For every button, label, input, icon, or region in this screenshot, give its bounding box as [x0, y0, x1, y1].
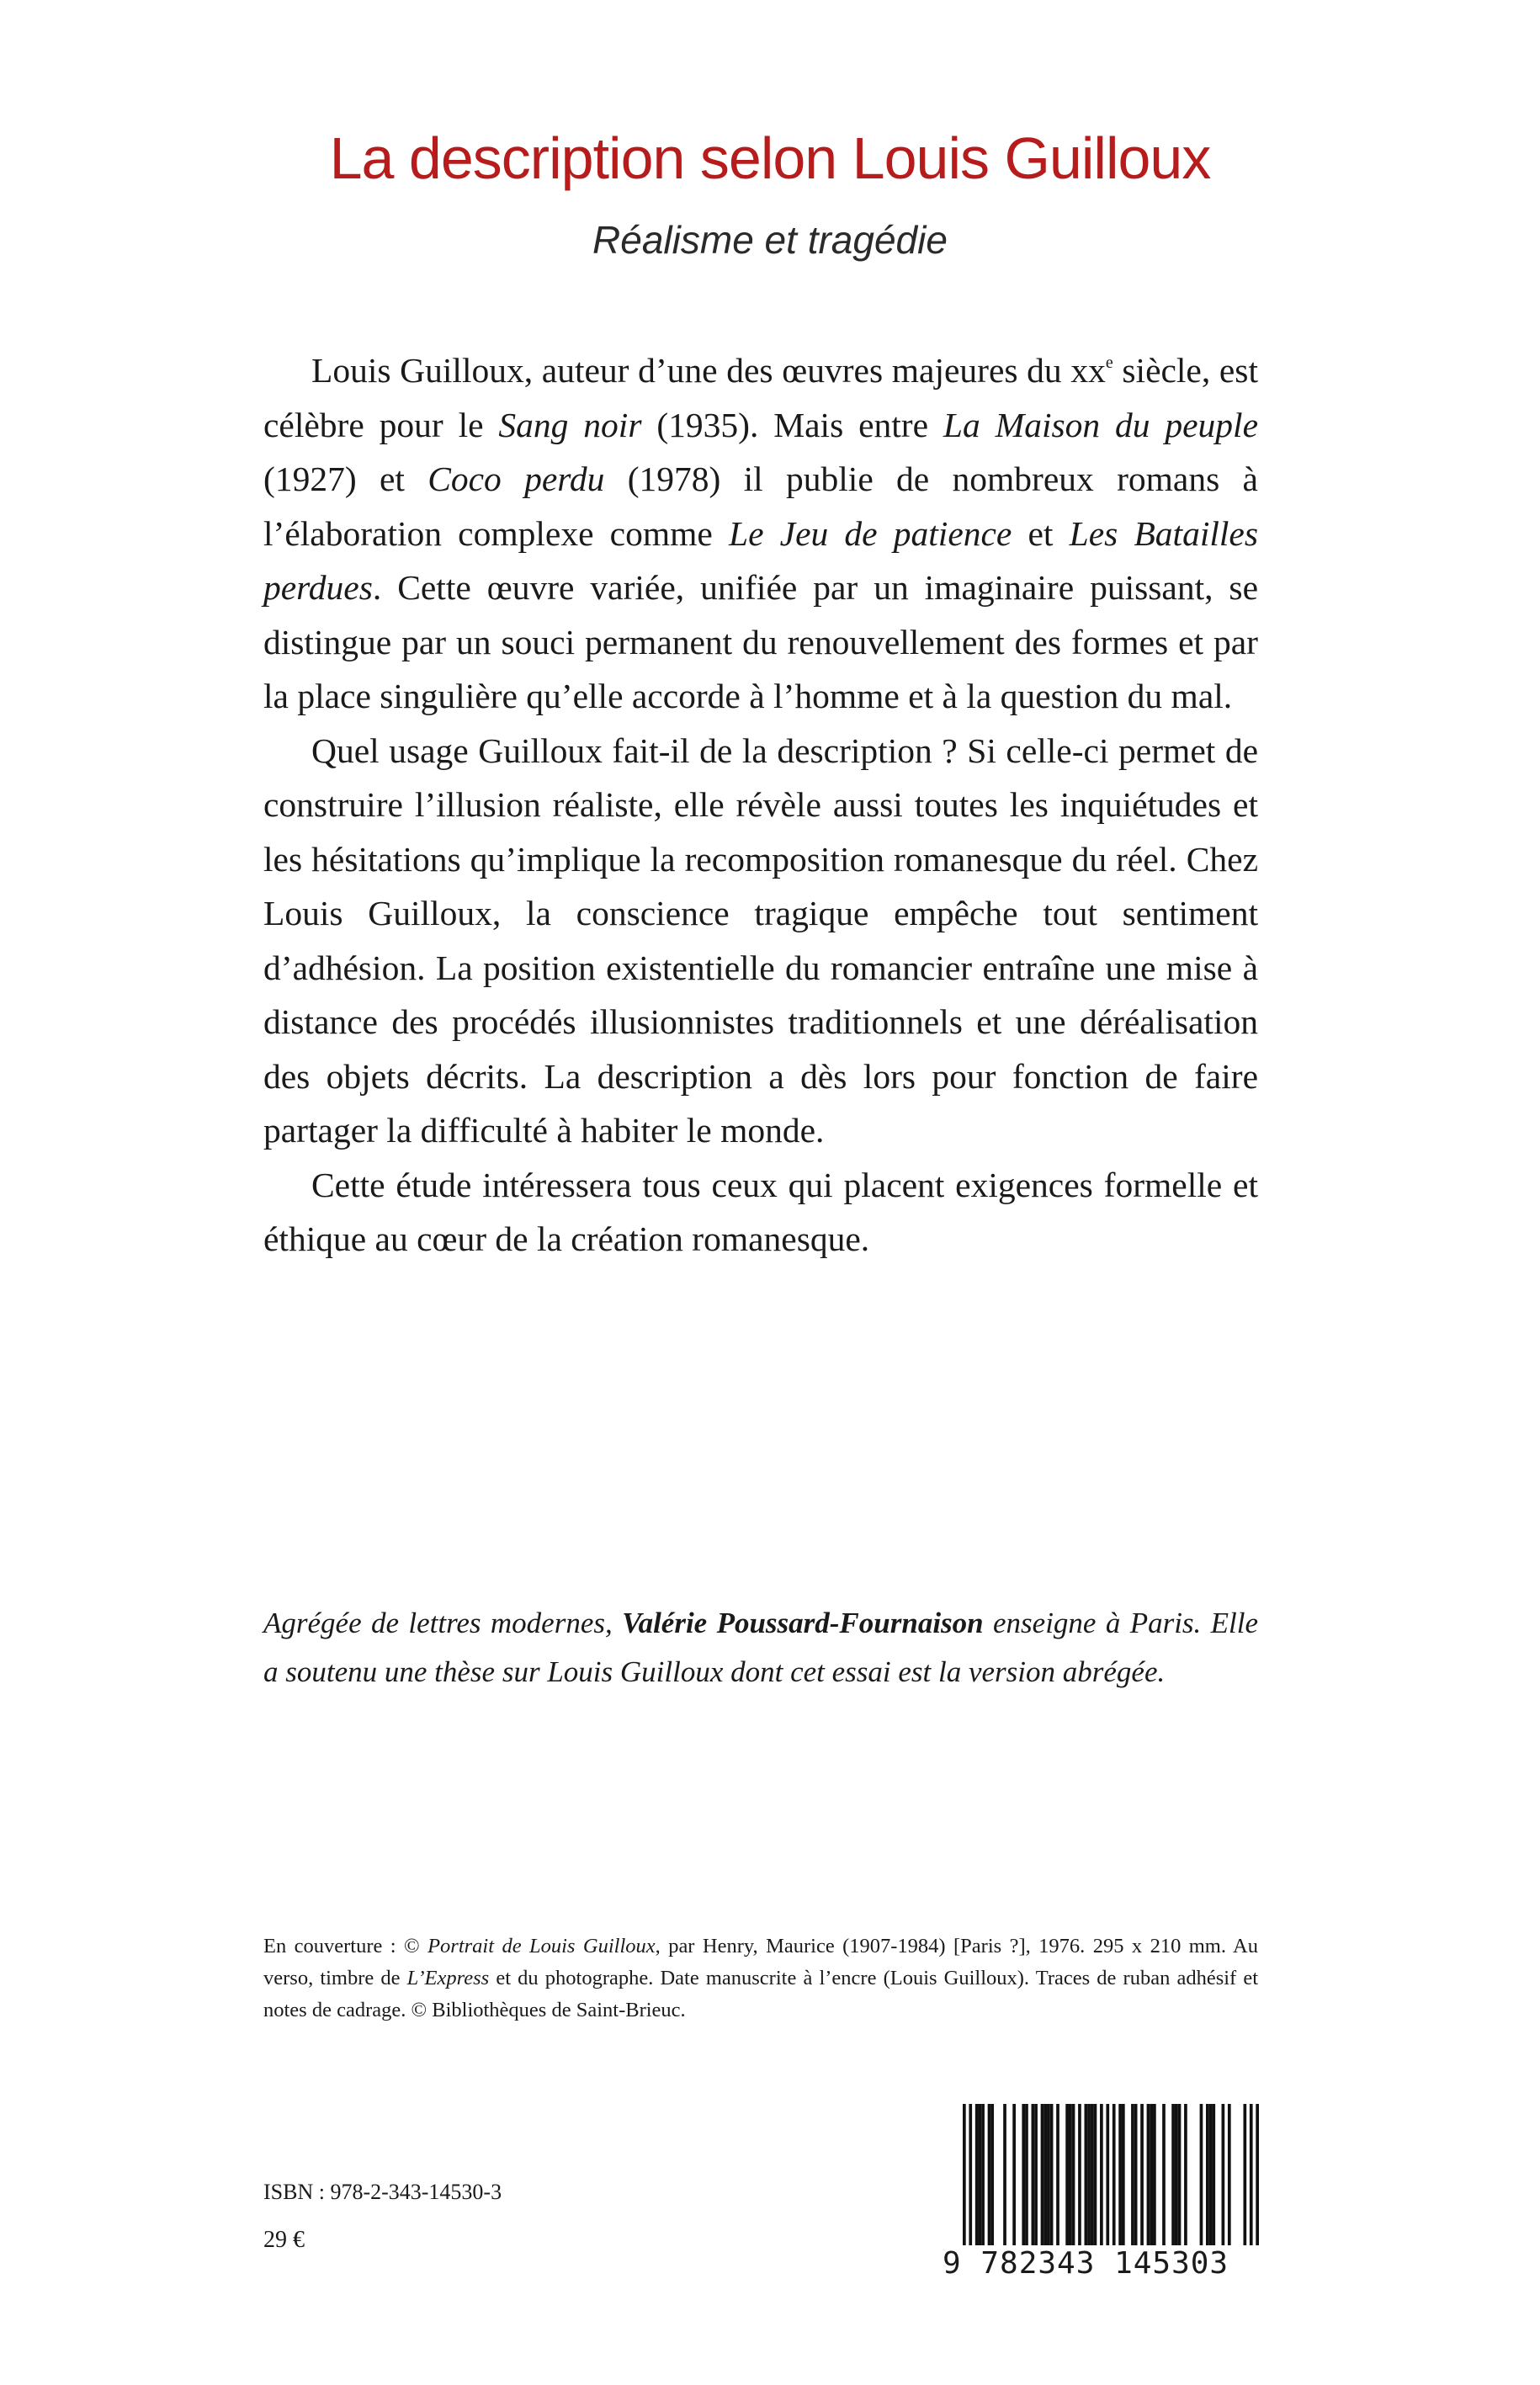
barcode-bar [1150, 2104, 1153, 2245]
barcode-bar [1212, 2104, 1215, 2245]
isbn: ISBN : 978-2-343-14530-3 [263, 2180, 502, 2204]
barcode-bar [1134, 2104, 1138, 2245]
barcode-bar [1078, 2104, 1081, 2245]
author-bio: Agrégée de lettres modernes, Valérie Poussard-Fournaison enseigne à Paris. Elle a soutenu une thèse sur Louis Guilloux dont cet essai est la version abrégée. [263, 1607, 1259, 1688]
barcode-bar [1085, 2104, 1088, 2245]
barcode-bar [1122, 2104, 1125, 2245]
barcode-bar [1113, 2104, 1116, 2245]
barcode-bar [1140, 2104, 1144, 2245]
barcode-bar [1094, 2104, 1097, 2245]
barcode-bar [1209, 2104, 1213, 2245]
barcode-bar [1043, 2104, 1047, 2245]
cover-credits: En couverture : © Portrait de Louis Guilloux, par Henry, Maurice (1907-1984) [Paris ?], 1976. 295 x 210 mm. Au verso, timbre de L’Express et du photographe. Date manuscrite à l’encre (Louis Guilloux). Traces de ruban adhésif et notes de cadrage. © Bibliothèques de Saint-Brieuc. [263, 1935, 1258, 2021]
barcode-bar [1056, 2104, 1059, 2245]
barcode-bar [1243, 2104, 1246, 2245]
barcode-bar [1047, 2104, 1050, 2245]
barcode-bar [988, 2104, 991, 2245]
barcode-bar [1256, 2104, 1259, 2245]
barcode-bar [1034, 2104, 1038, 2245]
barcode-bar [1091, 2104, 1094, 2245]
barcode-bar [1041, 2104, 1044, 2245]
barcode-bar [1171, 2104, 1175, 2245]
barcode-bar [1069, 2104, 1072, 2245]
barcode-bar [1065, 2104, 1069, 2245]
barcode-bar [990, 2104, 994, 2245]
barcode-bar [1072, 2104, 1075, 2245]
barcode-bar [1012, 2104, 1016, 2245]
barcode-bar [1153, 2104, 1156, 2245]
book-title: La description selon Louis Guilloux [329, 125, 1211, 191]
barcode-digits: 9 782343 145303 [943, 2246, 1229, 2281]
barcode-bar [1184, 2104, 1187, 2245]
barcode-bar [963, 2104, 966, 2245]
barcode-bar [1200, 2104, 1203, 2245]
barcode-bar [1222, 2104, 1225, 2245]
barcode-bar [969, 2104, 972, 2245]
summary-text [263, 343, 1258, 1267]
price: 29 € [263, 2227, 305, 2253]
barcode-bar [1100, 2104, 1103, 2245]
barcode-bar [1032, 2104, 1035, 2245]
barcode-bar [1250, 2104, 1253, 2245]
summary-paragraph-3: Cette étude intéressera tous ceux qui placent exigences formelle et éthique au cœur de la création romanesque. [263, 1165, 1258, 1258]
barcode-bar [1178, 2104, 1182, 2245]
barcode-bar [981, 2104, 985, 2245]
barcode-bar [979, 2104, 982, 2245]
barcode-bar [1025, 2104, 1028, 2245]
barcode-bar [1162, 2104, 1166, 2245]
barcode-bar [1003, 2104, 1006, 2245]
barcode-bar [1131, 2104, 1134, 2245]
barcode [943, 2104, 1262, 2282]
barcode-bar [1228, 2104, 1231, 2245]
barcode-bar [1118, 2104, 1122, 2245]
barcode-bar [975, 2104, 979, 2245]
author-name: Valérie Poussard-Fournaison [622, 1607, 984, 1639]
barcode-bar [1050, 2104, 1054, 2245]
barcode-bar [1087, 2104, 1091, 2245]
summary-paragraph-2: Quel usage Guilloux fait-il de la description ? Si celle-ci permet de construire l’illusion réaliste, elle révèle aussi toutes les inquiétudes et les hésitations qu’implique la recomposition romanesque du réel. Chez Louis Guilloux, la conscience tragique empêche tout sentiment d’adhésion. La position existentielle du romancier entraîne une mise à distance des procédés illusionnistes traditionnels et une déréalisation des objets décrits. La description a dès lors pour fonction de faire partager la difficulté à habiter le monde. [263, 730, 1258, 1150]
barcode-bars [963, 2104, 1259, 2245]
summary-paragraph-1: Louis Guilloux, auteur d’une des œuvres majeures du $xx^e$ siècle, est célèbre pour le Sang noir (1935). Mais entre La Maison du peuple (1927) et Coco perdu (1978) il publie de nombreux romans à l’élaboration complexe comme Le Jeu de patience et Les Batailles perdues. Cette œuvre variée, unifiée par un imaginaire puissant, se distingue par un souci permanent du renouvellement des formes et par la place singulière qu’elle accorde à l’homme et à la question du mal. [263, 351, 1258, 715]
barcode-bar [1147, 2104, 1150, 2245]
barcode-bar [1175, 2104, 1178, 2245]
book-subtitle: Réalisme et tragédie [592, 218, 948, 262]
barcode-bar [1106, 2104, 1109, 2245]
barcode-bar [1206, 2104, 1209, 2245]
barcode-bar [1022, 2104, 1025, 2245]
